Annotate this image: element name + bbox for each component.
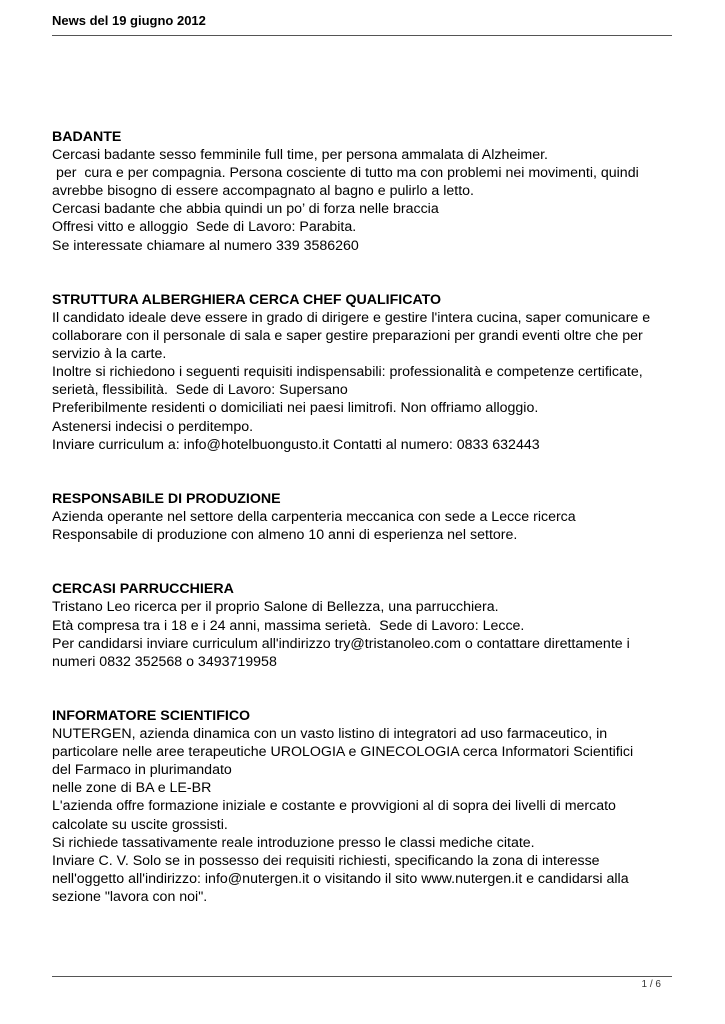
section-title: BADANTE (52, 129, 122, 145)
footer-divider (52, 976, 672, 977)
section-line: Cercasi badante sesso femminile full time, per persona ammalata di Alzheimer. (52, 147, 548, 164)
section-line: Offresi vitto e alloggio Sede di Lavoro: Parabita. (52, 219, 357, 236)
section-line: del Farmaco in plurimandato (52, 762, 232, 779)
section-line: collaborare con il personale di sala e saper gestire preparazioni per grandi eventi oltre che per (52, 328, 643, 345)
section-line: Azienda operante nel settore della carpenteria meccanica con sede a Lecce ricerca (52, 508, 576, 525)
section-line: per cura e per compagnia. Persona cosciente di tutto ma con problemi nei movimenti, quindi (52, 165, 639, 182)
section-line: Inoltre si richiedono i seguenti requisiti indispensabili: professionalità e competenze certificate, (52, 364, 643, 381)
section-line: numeri 0832 352568 o 3493719958 (52, 653, 277, 670)
section-line: Se interessate chiamare al numero 339 3586260 (52, 237, 359, 254)
section-line: Responsabile di produzione con almeno 10 anni di esperienza nel settore. (52, 527, 518, 544)
section-title: STRUTTURA ALBERGHIERA CERCA CHEF QUALIFICATO (52, 291, 442, 308)
section-responsabile-produzione (52, 490, 677, 544)
section-line: Si richiede tassativamente reale introduzione presso le classi mediche citate. (52, 834, 535, 851)
section-line: sezione "lavora con noi". (52, 888, 208, 905)
section-line: nelle zone di BA e LE-BR (52, 780, 212, 797)
section-title: CERCASI PARRUCCHIERA (52, 581, 234, 598)
section-line: nell'oggetto all'indirizzo: info@nutergen.it o visitando il sito www.nutergen.it e candidarsi alla (52, 870, 629, 887)
section-line: Astenersi indecisi o perditempo. (52, 418, 254, 435)
page-header-title: News del 19 giugno 2012 (52, 13, 206, 28)
section-line: Il candidato ideale deve essere in grado di dirigere e gestire l'intera cucina, saper comunicare e (52, 309, 651, 326)
section-line: Età compresa tra i 18 e i 24 anni, massima serietà. Sede di Lavoro: Lecce. (52, 617, 525, 634)
section-line: Per candidarsi inviare curriculum all'indirizzo try@tristanoleo.com o contattare direttamente i (52, 635, 630, 652)
section-line: particolare nelle aree terapeutiche UROLOGIA e GINECOLOGIA cerca Informatori Scientifici (52, 744, 634, 761)
section-title: RESPONSABILE DI PRODUZIONE (52, 490, 281, 507)
section-line: Inviare C. V. Solo se in possesso dei requisiti richiesti, specificando la zona di interesse (52, 852, 600, 869)
section-line: L'azienda offre formazione iniziale e costante e provvigioni al di sopra dei livelli di mercato (52, 798, 616, 815)
document-body (52, 128, 677, 942)
section-line: Cercasi badante che abbia quindi un po’ di forza nelle braccia (52, 201, 439, 218)
section-chef (52, 291, 677, 454)
section-line: Preferibilmente residenti o domiciliati nei paesi limitrofi. Non offriamo alloggio. (52, 400, 539, 417)
section-line: serietà, flessibilità. Sede di Lavoro: Supersano (52, 382, 348, 399)
section-badante (52, 128, 677, 255)
section-line: servizio à la carte. (52, 346, 167, 363)
section-line: Tristano Leo ricerca per il proprio Salone di Bellezza, una parrucchiera. (52, 599, 499, 616)
section-informatore-scientifico (52, 707, 677, 906)
section-parrucchiera (52, 580, 677, 670)
header-divider (52, 35, 672, 36)
section-line: NUTERGEN, azienda dinamica con un vasto listino di integratori ad uso farmaceutico, in (52, 726, 608, 743)
section-title: INFORMATORE SCIENTIFICO (52, 708, 251, 724)
page-number: 1 / 6 (641, 979, 661, 990)
section-line: Inviare curriculum a: info@hotelbuongusto.it Contatti al numero: 0833 632443 (52, 436, 540, 453)
section-line: calcolate su uscite grossisti. (52, 816, 228, 833)
section-line: avrebbe bisogno di essere accompagnato al bagno e pulirlo a letto. (52, 183, 474, 200)
